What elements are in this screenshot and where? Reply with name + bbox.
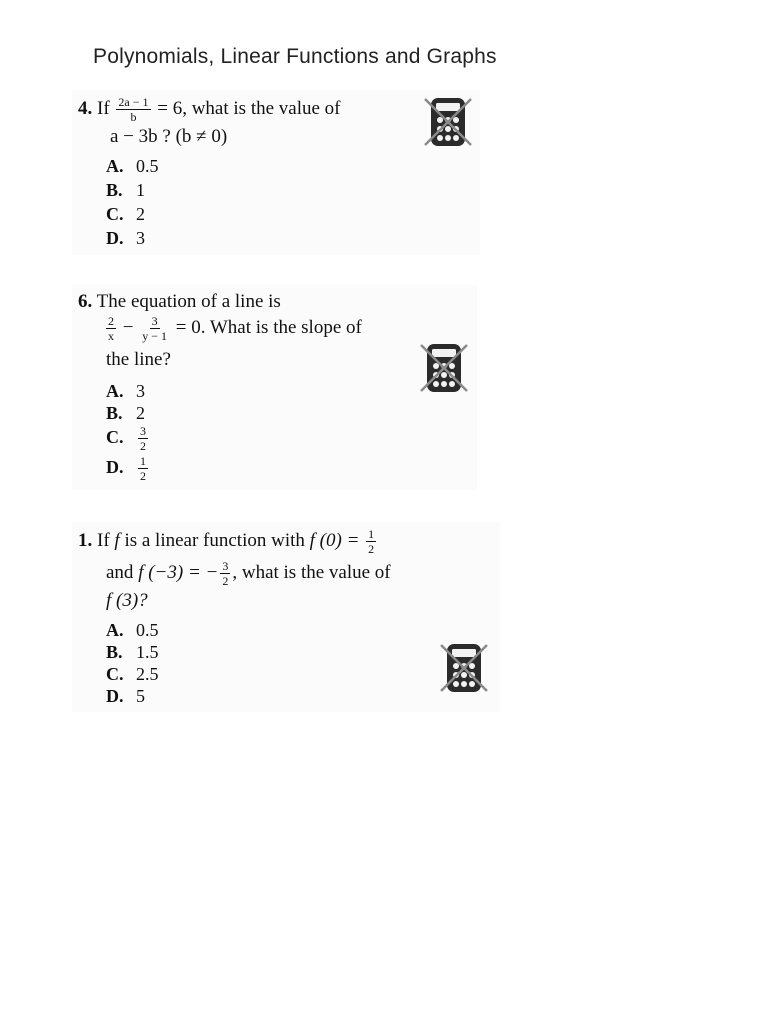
option-b[interactable]: [106, 180, 145, 201]
question-1-stem-line2: [106, 560, 391, 587]
fraction: [366, 528, 376, 555]
option-letter: C.: [106, 664, 124, 684]
option-d[interactable]: [106, 228, 145, 249]
question-6-stem-line1: [78, 291, 281, 313]
numerator: 2a − 1: [118, 95, 149, 109]
option-value: 1: [136, 180, 145, 200]
question-number: 4.: [78, 97, 93, 119]
option-letter: D.: [106, 228, 124, 248]
question-number: 1.: [78, 529, 93, 551]
option-letter: C.: [106, 204, 124, 224]
stem-text: and: [106, 561, 134, 583]
denominator: 2: [140, 439, 146, 453]
no-calculator-icon: [416, 340, 472, 396]
option-letter: B.: [106, 403, 123, 423]
option-c[interactable]: [106, 204, 145, 225]
option-d[interactable]: [106, 455, 150, 482]
no-calculator-icon: [436, 640, 492, 696]
option-letter: B.: [106, 642, 123, 662]
numerator: 3: [140, 424, 146, 438]
denominator: y − 1: [142, 329, 167, 343]
option-letter: A.: [106, 156, 124, 176]
question-4-stem-line1: [78, 96, 341, 123]
option-letter: A.: [106, 620, 124, 640]
option-b[interactable]: [106, 642, 159, 663]
option-letter: D.: [106, 686, 124, 706]
denominator: 2: [222, 574, 229, 588]
fraction: [116, 96, 150, 123]
numerator: 3: [222, 559, 229, 573]
stem-text: = 6, what is the value of: [157, 97, 341, 119]
stem-text: is a linear function with: [124, 529, 305, 551]
fraction: [106, 315, 116, 342]
option-letter: C.: [106, 426, 124, 447]
question-6-stem-line3: the line?: [106, 349, 171, 370]
option-letter: D.: [106, 456, 124, 477]
stem-text: = 0. What is the slope of: [175, 316, 362, 338]
option-b[interactable]: [106, 403, 145, 424]
stem-text: The equation of a line is: [96, 291, 281, 312]
option-value: 0.5: [136, 620, 159, 640]
question-1-stem-line1: [78, 528, 378, 555]
option-value: 5: [136, 686, 145, 706]
question-4: [72, 90, 480, 255]
fraction: [138, 425, 148, 452]
numerator: 2: [108, 314, 114, 328]
denominator: 2: [140, 469, 146, 483]
numerator: 1: [140, 454, 146, 468]
fraction: [140, 315, 169, 342]
question-4-stem-line2: a − 3b ? (b ≠ 0): [110, 126, 228, 147]
function-expression: f (0) =: [309, 529, 360, 551]
option-d[interactable]: [106, 686, 145, 707]
option-value: 1.5: [136, 642, 159, 662]
page-title: Polynomials, Linear Functions and Graphs: [93, 45, 497, 68]
option-value: 3: [136, 228, 145, 248]
numerator: 1: [368, 527, 375, 541]
minus-sign: −: [122, 316, 134, 338]
option-value: 2.5: [136, 664, 159, 684]
question-1-stem-line3: [106, 590, 148, 612]
question-number: 6.: [78, 291, 93, 312]
option-value: 0.5: [136, 156, 159, 176]
option-letter: B.: [106, 180, 123, 200]
denominator: b: [130, 110, 137, 124]
denominator: 2: [368, 542, 375, 556]
option-value: 2: [136, 403, 145, 423]
stem-text: If: [97, 97, 110, 119]
numerator: 3: [151, 314, 158, 328]
no-calculator-icon: [420, 94, 476, 150]
fraction: [220, 560, 230, 587]
function-expression: f (−3) = −: [138, 561, 219, 583]
denominator: x: [108, 329, 114, 343]
stem-text: , what is the value of: [232, 561, 391, 583]
option-c[interactable]: [106, 664, 159, 685]
question-6-stem-line2: [104, 315, 362, 342]
fraction: [138, 455, 148, 482]
option-a[interactable]: [106, 156, 159, 177]
option-value: 2: [136, 204, 145, 224]
option-c[interactable]: [106, 425, 150, 452]
option-letter: A.: [106, 381, 124, 401]
option-a[interactable]: [106, 620, 159, 641]
function-symbol: f: [114, 529, 120, 551]
stem-text: If: [97, 529, 110, 551]
option-a[interactable]: [106, 381, 145, 402]
option-value: 3: [136, 381, 145, 401]
function-expression: f (3)?: [106, 590, 148, 611]
